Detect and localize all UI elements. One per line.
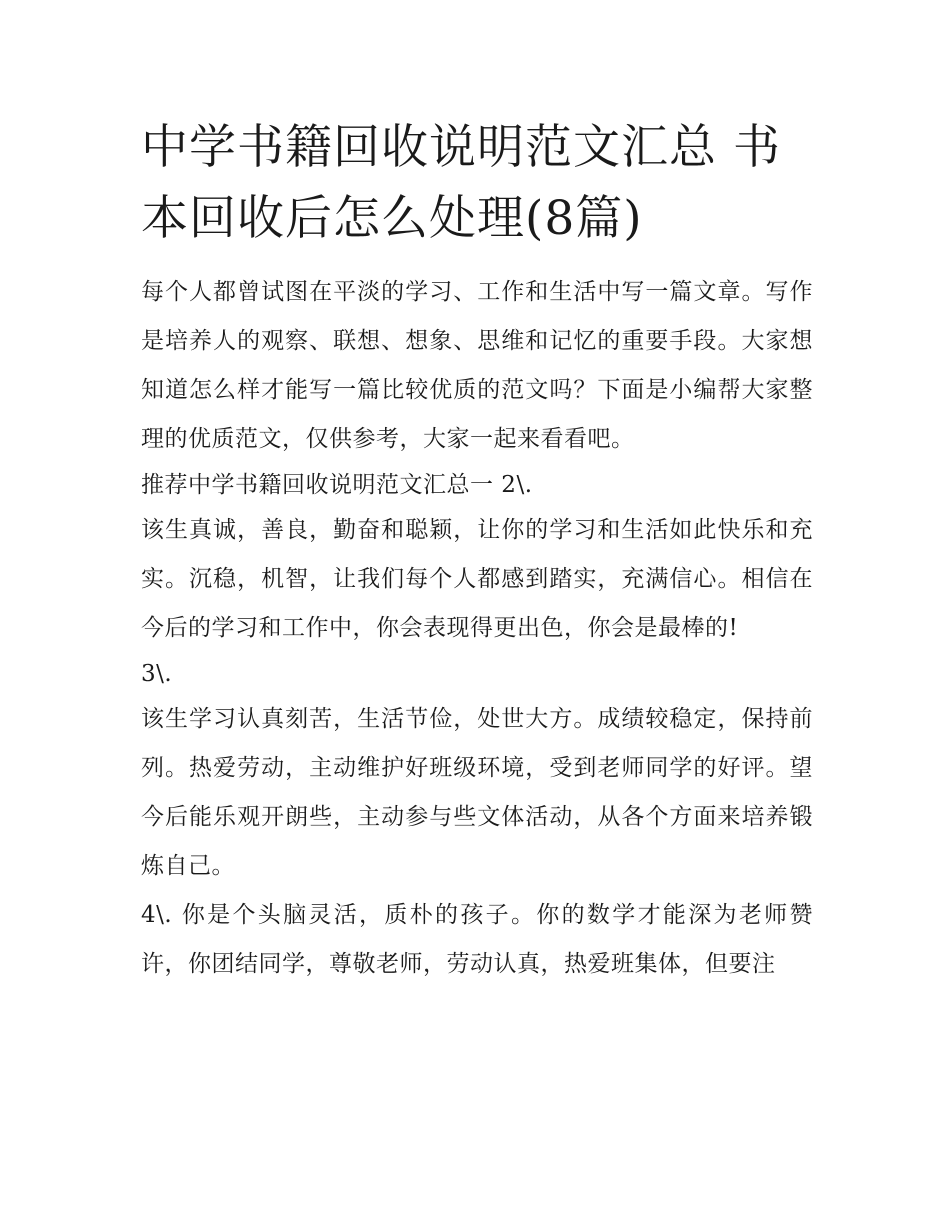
comment-paragraph-2: 该生真诚，善良，勤奋和聪颖，让你的学习和生活如此快乐和充实。沉稳，机智，让我们每个人都感到踏实，充满信心。相信在今后的学习和工作中，你会表现得更出色，你会是最棒的!	[141, 517, 813, 641]
comment-paragraph-3: 该生学习认真刻苦，生活节俭，处世大方。成绩较稳定，保持前列。热爱劳动，主动维护好班级环境，受到老师同学的好评。望今后能乐观开朗些，主动参与些文体活动，从各个方面来培养锻炼自己。	[141, 706, 813, 879]
document-title: 中学书籍回收说明范文汇总 书本回收后怎么处理(8篇)	[141, 120, 781, 246]
document-body	[141, 112, 813, 989]
comment-paragraph-4: 4\. 你是个头脑灵活，质朴的孩子。你的数学才能深为老师赞许，你团结同学，尊敬老师，劳动认真，热爱班集体，但要注	[141, 902, 813, 977]
intro-paragraph: 每个人都曾试图在平淡的学习、工作和生活中写一篇文章。写作是培养人的观察、联想、想象、思维和记忆的重要手段。大家想知道怎么样才能写一篇比较优质的范文吗？下面是小编帮大家整理的优质范文，仅供参考，大家一起来看看吧。	[141, 279, 813, 452]
section-heading: 推荐中学书籍回收说明范文汇总一 2\.	[141, 472, 533, 498]
item-number-3: 3\.	[141, 661, 173, 687]
